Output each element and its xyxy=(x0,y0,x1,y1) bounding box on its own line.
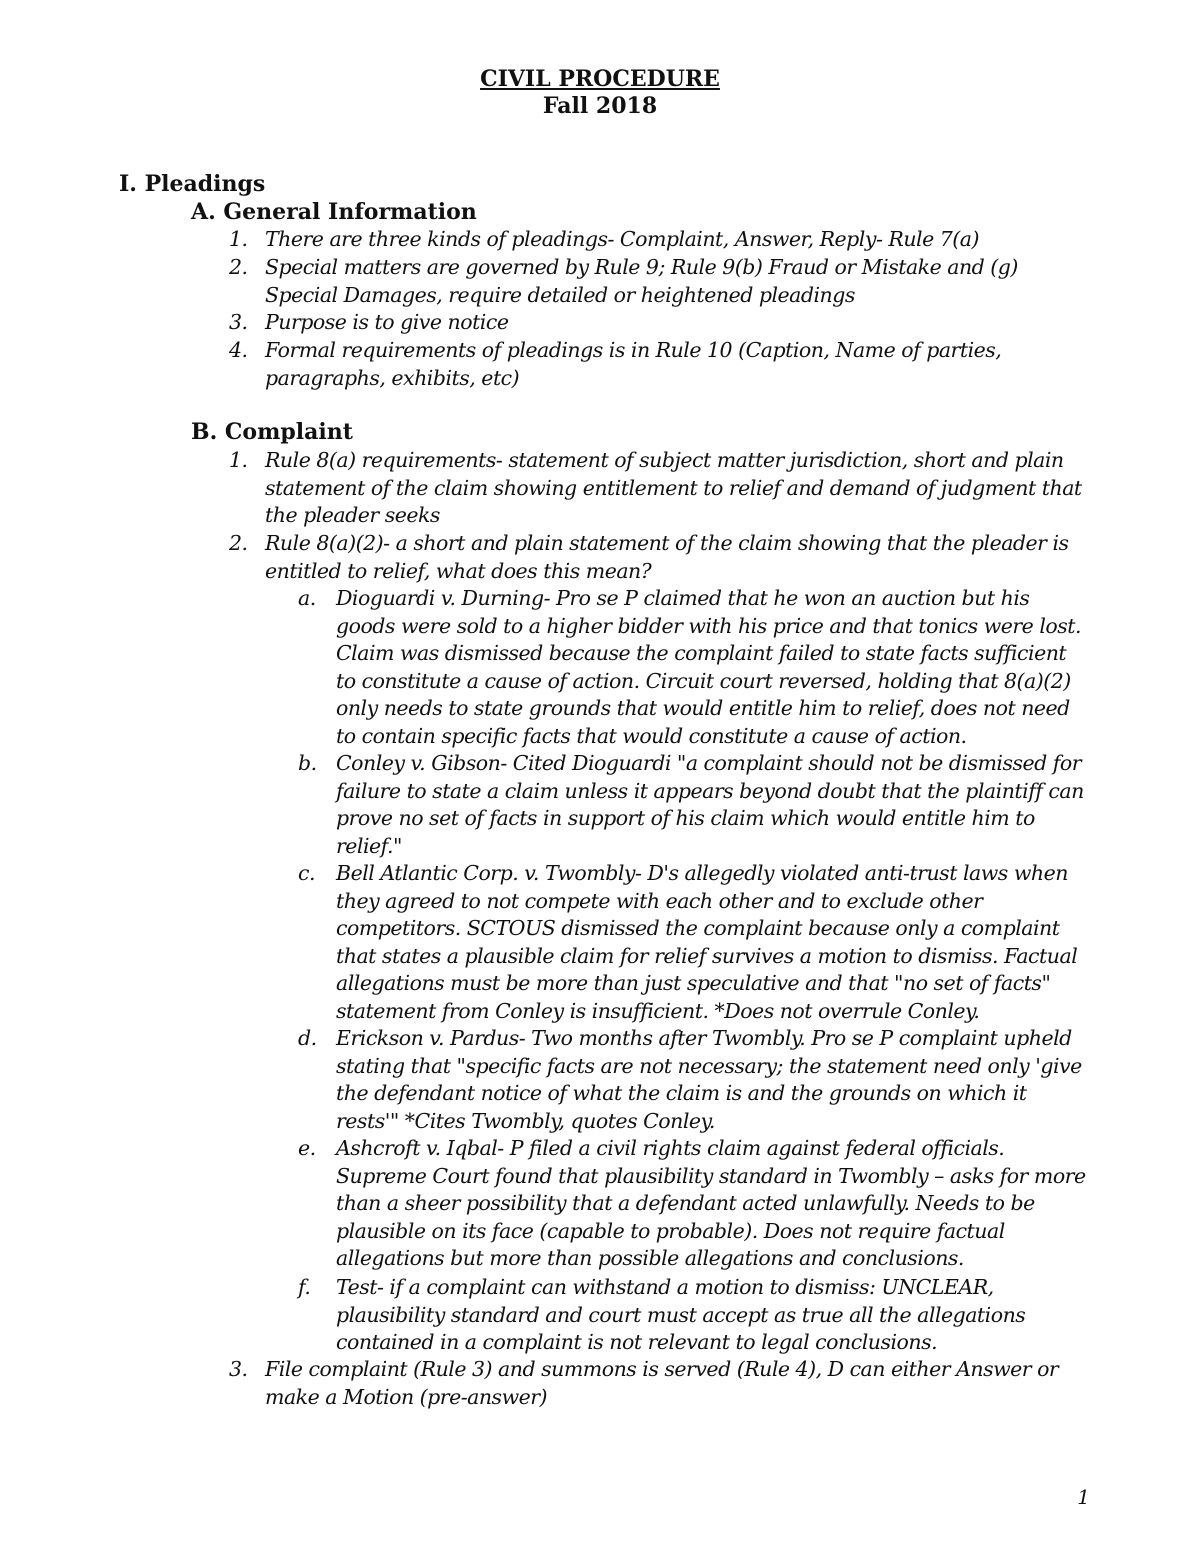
case-item xyxy=(298,1135,1088,1273)
list-marker: 1. xyxy=(229,448,248,472)
case-item xyxy=(298,1274,1088,1357)
case-item xyxy=(298,585,1088,751)
list-item xyxy=(229,309,1089,337)
list-item xyxy=(229,530,1089,585)
list-marker: c. xyxy=(298,861,315,885)
list-item-text: Rule 8(a)(2)- a short and plain statement of the claim showing that the pleader is entitled to relief, what does this mean? xyxy=(265,531,1069,583)
list-item xyxy=(229,226,1089,254)
page-number: 1 xyxy=(1077,1485,1090,1509)
list-marker: b. xyxy=(298,751,317,775)
list-marker: 2. xyxy=(229,255,248,279)
list-marker: 1. xyxy=(229,227,248,251)
list-item-text: Rule 8(a) requirements- statement of subject matter jurisdiction, short and plain statement of the claim showing entitlement to relief and demand of judgment that the pleader seeks xyxy=(265,448,1082,528)
document-title: CIVIL PROCEDURE xyxy=(480,66,720,92)
subsection-heading-complaint: B. Complaint xyxy=(191,419,353,445)
case-item-text: Test- if a complaint can withstand a motion to dismiss: UNCLEAR, plausibility standard and court must accept as true all the allegations contained in a complaint is not relevant to legal conclusions. xyxy=(336,1275,1026,1355)
list-marker: 2. xyxy=(229,531,248,555)
section-heading-pleadings: I. Pleadings xyxy=(119,171,266,197)
list-marker: 3. xyxy=(229,310,248,334)
list-marker: f. xyxy=(298,1275,311,1299)
case-item xyxy=(298,1025,1088,1135)
list-item-text: There are three kinds of pleadings- Complaint, Answer, Reply- Rule 7(a) xyxy=(265,227,979,251)
list-marker: 3. xyxy=(229,1357,248,1381)
list-marker: a. xyxy=(298,586,316,610)
case-item-text: Conley v. Gibson- Cited Dioguardi "a complaint should not be dismissed for failure to state a claim unless it appears beyond doubt that the plaintiff can prove no set of facts in support of his claim which would entitle him to relief." xyxy=(336,751,1084,858)
case-item-text: Ashcroft v. Iqbal- P filed a civil rights claim against federal officials. Supreme Court found that plausibility standard in Twombly – asks for more than a sheer possibility that a defendant acted unlawfully. Needs to be plausible on its face (capable to probable). Does not require factual allegations but more than possible allegations and conclusions. xyxy=(336,1136,1086,1271)
case-item xyxy=(298,860,1088,1026)
list-item xyxy=(229,337,1089,392)
list-item-text: Special matters are governed by Rule 9; Rule 9(b) Fraud or Mistake and (g) Special Damages, require detailed or heightened pleadings xyxy=(265,255,1018,307)
list-marker: e. xyxy=(298,1136,316,1160)
list-item xyxy=(229,447,1089,530)
list-item-text: Purpose is to give notice xyxy=(265,310,509,334)
subsection-heading-general-information: A. General Information xyxy=(191,199,477,225)
list-item-text: Formal requirements of pleadings is in Rule 10 (Caption, Name of parties, paragraphs, exhibits, etc) xyxy=(265,338,1002,390)
case-item-text: Dioguardi v. Durning- Pro se P claimed that he won an auction but his goods were sold to a higher bidder with his price and that tonics were lost. Claim was dismissed because the complaint failed to state facts sufficient to constitute a cause of action. Circuit court reversed, holding that 8(a)(2) only needs to state grounds that would entitle him to relief, does not need to contain specific facts that would constitute a cause of action. xyxy=(336,586,1081,748)
list-item xyxy=(229,1356,1089,1411)
list-marker: d. xyxy=(298,1026,317,1050)
case-item-text: Bell Atlantic Corp. v. Twombly- D's allegedly violated anti-trust laws when they agreed to not compete with each other and to exclude other competitors. SCTOUS dismissed the complaint because only a complaint that states a plausible claim for relief survives a motion to dismiss. Factual allegations must be more than just speculative and that "no set of facts" statement from Conley is insufficient. *Does not overrule Conley. xyxy=(336,861,1078,1023)
list-item-text: File complaint (Rule 3) and summons is served (Rule 4), D can either Answer or make a Motion (pre-answer) xyxy=(265,1357,1059,1409)
list-item xyxy=(229,254,1089,309)
case-item xyxy=(298,750,1088,860)
case-item-text: Erickson v. Pardus- Two months after Twombly. Pro se P complaint upheld stating that "specific facts are not necessary; the statement need only 'give the defendant notice of what the claim is and the grounds on which it rests'" *Cites Twombly, quotes Conley. xyxy=(336,1026,1082,1133)
list-marker: 4. xyxy=(229,338,248,362)
document-subtitle: Fall 2018 xyxy=(542,93,658,119)
